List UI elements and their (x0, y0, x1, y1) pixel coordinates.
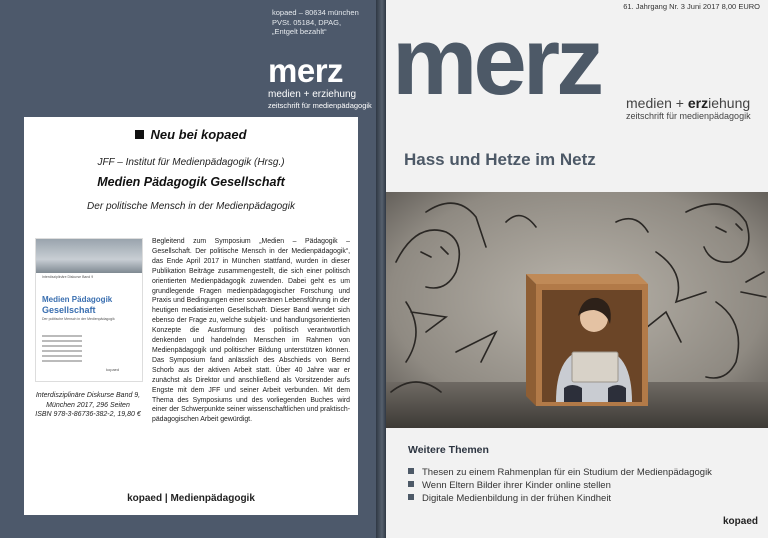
ad-description: Begleitend zum Symposium „Medien – Pädagogik – Gesellschaft. Der politische Mensch in der Medienpädagogik“, das Ende April 2017 in München stattfand, wurden in dieser Publikation Beiträge zusammengestellt, die sich einer politisch orientierten Medienpädagogik zuwenden. Dabei geht es um grundlegende Fragen medienpädagogischer Forschung und Praxis und Bedingungen einer souveränen Lebensführung in der heutigen mediatisierten Gesellschaft. Dieser Band wendet sich ebenso der Frage zu, welche subjekt- und handlungsorientierten Konzepte die Ausformung des politisch verantwortlich denkenden und handelnden Menschen im Rahmen von Medienpädagogik und politischer Bildung unterstützen können. Das Symposium fand anlässlich des Abschieds von Bernd Schorb aus der aktiven Arbeit statt. Über 40 Jahre war er zunächst als Direktor und anschließend als Vorsitzender aufs Engste mit dem JFF und seiner Arbeit verbunden. Mit dem Thema des Symposiums und des vorliegenden Buches wird einer der Schwerpunkte seiner wissenschaftlichen und praktisch-pädagogischen Arbeit gewürdigt. (152, 238, 351, 424)
book-cover-title: Gesellschaft (42, 305, 96, 315)
book-cover-tagline: Der politische Mensch in der Medienpädagogik (42, 317, 115, 321)
theme-text: Digitale Medienbildung in der frühen Kindheit (422, 493, 612, 504)
book-details (30, 391, 146, 420)
ad-book-subtitle: Der politische Mensch in der Medienpädagogik (87, 201, 295, 212)
square-bullet-icon (408, 494, 414, 500)
book-detail-line: München 2017, 296 Seiten (46, 401, 130, 409)
front-logo: merz (392, 8, 601, 115)
back-subtitle: medien + erziehung (268, 89, 357, 100)
subtitle-part: medien + (626, 95, 688, 111)
ad-editor: JFF – Institut für Medienpädagogik (Hrsg.) (97, 157, 285, 168)
cover-headline: Hass und Hetze im Netz (404, 150, 596, 169)
book-cover-publisher: kopaed (106, 367, 120, 372)
book-cover-title: Medien Pädagogik (42, 295, 113, 304)
book-detail-line: Interdisziplinäre Diskurse Band 9, (35, 392, 141, 399)
themes-title: Weitere Themen (408, 444, 489, 456)
postal-notice (272, 8, 372, 37)
postal-line: kopaed – 80634 münchen (272, 8, 359, 17)
square-bullet-icon (135, 130, 144, 139)
theme-text: Thesen zu einem Rahmenplan für ein Studium der Medienpädagogik (422, 467, 712, 478)
book-contents-lines (42, 335, 82, 365)
themes-list (408, 466, 712, 505)
subtitle-part: iehung (708, 95, 751, 111)
ad-header (24, 127, 358, 142)
theme-text: Wenn Eltern Bilder ihrer Kinder online stellen (422, 480, 611, 491)
list-item (408, 466, 712, 479)
book-cover-photo (36, 239, 142, 273)
list-item (408, 479, 712, 492)
front-tagline: zeitschrift für medienpädagogik (626, 111, 751, 121)
book-advertisement (24, 117, 358, 515)
ad-footer: kopaed | Medienpädagogik (127, 493, 255, 504)
ad-header-text: Neu bei kopaed (150, 127, 247, 142)
subtitle-emphasis: erz (687, 95, 709, 111)
ad-book-title: Medien Pädagogik Gesellschaft (97, 175, 285, 189)
postal-line: PVSt. 05184, DPAG, (272, 17, 342, 27)
publisher-logo: kopaed (722, 516, 758, 527)
front-cover (386, 0, 768, 538)
book-detail-line: ISBN 978-3-86736-382-2, 19,80 € (35, 411, 141, 418)
back-logo: merz (268, 52, 344, 89)
back-tagline: zeitschrift für medienpädagogik (268, 101, 372, 110)
list-item (408, 492, 712, 505)
cover-photo (386, 192, 768, 428)
cover-illustration (386, 192, 768, 428)
square-bullet-icon (408, 468, 414, 474)
postal-line: „Entgelt bezahlt“ (272, 27, 327, 36)
spine (376, 0, 386, 538)
book-series: Interdisziplinäre Diskurse Band 9 (42, 275, 94, 279)
square-bullet-icon (408, 481, 414, 487)
front-subtitle (626, 95, 750, 111)
book-cover-image (35, 238, 143, 382)
issue-info: 61. Jahrgang Nr. 3 Juni 2017 8,00 EURO (623, 2, 760, 11)
